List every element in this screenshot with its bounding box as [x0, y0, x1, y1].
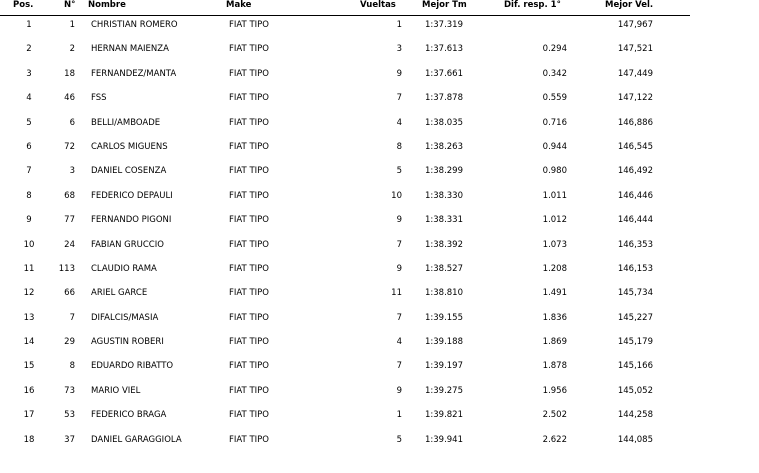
cell-best-speed: 145,166	[617, 361, 653, 372]
cell-pos: 4	[26, 93, 32, 104]
cell-laps: 11	[391, 288, 402, 299]
cell-diff: 1.208	[542, 263, 567, 274]
cell-diff: 0.294	[542, 44, 567, 55]
cell-best-time: 1:38.299	[424, 166, 463, 177]
cell-diff: 0.980	[542, 166, 567, 177]
cell-laps: 8	[396, 141, 402, 152]
cell-best-time: 1:39.275	[424, 385, 463, 396]
cell-name: FEDERICO BRAGA	[91, 410, 167, 421]
cell-name: EDUARDO RIBATTO	[91, 361, 174, 372]
cell-make: FIAT TIPO	[229, 312, 269, 323]
cell-best-speed: 146,545	[617, 141, 653, 152]
cell-best-time: 1:38.330	[424, 190, 463, 201]
cell-best-time: 1:37.878	[424, 93, 463, 104]
cell-number: 24	[64, 239, 75, 250]
cell-best-speed: 144,258	[617, 410, 653, 421]
cell-name: CHRISTIAN ROMERO	[91, 20, 178, 30]
cell-pos: 14	[23, 337, 35, 348]
cell-pos: 6	[26, 141, 32, 152]
cell-number: 37	[64, 434, 75, 445]
cell-pos: 2	[26, 44, 32, 55]
cell-best-speed: 145,227	[617, 312, 653, 323]
cell-diff: 0.944	[542, 141, 567, 152]
cell-best-speed: 146,444	[617, 215, 653, 226]
cell-number: 8	[69, 361, 75, 372]
cell-best-time: 1:39.821	[424, 410, 463, 421]
cell-best-speed: 146,492	[617, 166, 653, 177]
cell-best-speed: 147,967	[617, 20, 653, 30]
cell-best-speed: 146,153	[617, 263, 653, 274]
table-row	[0, 380, 759, 404]
cell-diff: 0.716	[542, 117, 567, 128]
cell-pos: 13	[23, 312, 35, 323]
cell-diff: 2.622	[542, 434, 567, 445]
cell-pos: 5	[26, 117, 32, 128]
cell-name: DANIEL COSENZA	[91, 166, 167, 177]
cell-number: 29	[64, 337, 75, 348]
cell-pos: 16	[23, 385, 35, 396]
table-row	[0, 160, 759, 184]
cell-name: DANIEL GARAGGIOLA	[91, 434, 182, 445]
cell-pos: 11	[23, 263, 35, 274]
cell-diff: 1.011	[542, 190, 567, 201]
header-number: N°	[64, 0, 76, 10]
cell-best-time: 1:38.527	[424, 263, 463, 274]
cell-name: FERNANDEZ/MANTA	[91, 68, 177, 79]
cell-best-time: 1:38.810	[424, 288, 463, 299]
cell-laps: 9	[396, 68, 402, 79]
cell-best-speed: 145,734	[617, 288, 653, 299]
cell-make: FIAT TIPO	[229, 410, 269, 421]
cell-pos: 9	[26, 215, 32, 226]
table-row	[0, 282, 759, 306]
cell-diff: 1.073	[542, 239, 567, 250]
cell-best-speed: 147,521	[617, 44, 653, 55]
cell-name: HERNAN MAIENZA	[91, 44, 169, 55]
cell-diff: 1.869	[542, 337, 567, 348]
cell-best-speed: 145,179	[617, 337, 653, 348]
cell-laps: 4	[396, 117, 402, 128]
cell-make: FIAT TIPO	[229, 190, 269, 201]
cell-diff: 1.878	[542, 361, 567, 372]
cell-best-time: 1:38.392	[424, 239, 463, 250]
header-diff: Dif. resp. 1°	[504, 0, 561, 10]
cell-make: FIAT TIPO	[229, 434, 269, 445]
cell-make: FIAT TIPO	[229, 288, 269, 299]
cell-laps: 7	[396, 93, 402, 104]
cell-best-time: 1:38.331	[424, 215, 463, 226]
table-row	[0, 404, 759, 428]
cell-diff: 1.012	[542, 215, 567, 226]
cell-laps: 4	[396, 337, 402, 348]
cell-best-time: 1:38.035	[424, 117, 463, 128]
cell-make: FIAT TIPO	[229, 215, 269, 226]
cell-diff: 1.836	[542, 312, 567, 323]
cell-laps: 9	[396, 263, 402, 274]
cell-diff: 1.491	[542, 288, 567, 299]
cell-name: DIFALCIS/MASIA	[91, 312, 159, 323]
cell-make: FIAT TIPO	[229, 117, 269, 128]
cell-make: FIAT TIPO	[229, 93, 269, 104]
cell-make: FIAT TIPO	[229, 263, 269, 274]
cell-make: FIAT TIPO	[229, 239, 269, 250]
cell-pos: 7	[26, 166, 32, 177]
cell-make: FIAT TIPO	[229, 44, 269, 55]
table-row	[0, 87, 759, 111]
cell-number: 18	[64, 68, 75, 79]
header-pos: Pos.	[13, 0, 34, 10]
cell-pos: 15	[23, 361, 35, 372]
table-row	[0, 429, 759, 453]
header-make: Make	[226, 0, 252, 10]
cell-number: 72	[64, 141, 75, 152]
cell-diff: 0.342	[542, 68, 567, 79]
cell-laps: 7	[396, 312, 402, 323]
cell-best-speed: 146,353	[617, 239, 653, 250]
cell-number: 7	[69, 312, 75, 323]
table-row	[0, 63, 759, 87]
cell-laps: 9	[396, 385, 402, 396]
cell-diff: 0.559	[542, 93, 567, 104]
cell-name: MARIO VIEL	[91, 385, 141, 396]
table-row	[0, 234, 759, 258]
cell-name: CLAUDIO RAMA	[91, 263, 157, 274]
cell-number: 6	[69, 117, 75, 128]
cell-pos: 17	[23, 410, 35, 421]
cell-make: FIAT TIPO	[229, 68, 269, 79]
table-row	[0, 209, 759, 233]
cell-best-time: 1:37.661	[424, 68, 463, 79]
cell-laps: 1	[396, 410, 402, 421]
cell-best-time: 1:39.197	[424, 361, 463, 372]
table-row	[0, 38, 759, 62]
cell-make: FIAT TIPO	[229, 166, 269, 177]
cell-number: 68	[64, 190, 75, 201]
results-table-body	[0, 14, 759, 453]
cell-diff: 2.502	[542, 410, 567, 421]
header-best-speed: Mejor Vel.	[605, 0, 654, 10]
cell-laps: 5	[396, 434, 402, 445]
cell-laps: 9	[396, 215, 402, 226]
cell-pos: 18	[23, 434, 35, 445]
cell-best-speed: 147,449	[617, 68, 653, 79]
cell-name: BELLI/AMBOADE	[91, 117, 161, 128]
table-row	[0, 185, 759, 209]
cell-pos: 8	[26, 190, 32, 201]
cell-pos: 3	[26, 68, 32, 79]
cell-pos: 10	[23, 239, 35, 250]
cell-number: 113	[58, 263, 75, 274]
table-row	[0, 14, 759, 38]
cell-make: FIAT TIPO	[229, 385, 269, 396]
cell-laps: 1	[396, 20, 402, 30]
cell-name: FERNANDO PIGONI	[91, 215, 172, 226]
cell-name: FSS	[91, 93, 107, 104]
cell-name: FEDERICO DEPAULI	[91, 190, 173, 201]
cell-make: FIAT TIPO	[229, 141, 269, 152]
cell-laps: 7	[396, 239, 402, 250]
cell-number: 66	[64, 288, 75, 299]
cell-best-time: 1:39.188	[424, 337, 463, 348]
cell-laps: 5	[396, 166, 402, 177]
header-laps: Vueltas	[360, 0, 396, 10]
cell-laps: 3	[396, 44, 402, 55]
cell-make: FIAT TIPO	[229, 361, 269, 372]
cell-name: CARLOS MIGUENS	[91, 141, 168, 152]
cell-number: 73	[64, 385, 75, 396]
table-row	[0, 112, 759, 136]
cell-number: 1	[69, 20, 75, 30]
cell-laps: 10	[391, 190, 402, 201]
cell-pos: 1	[26, 20, 32, 30]
cell-pos: 12	[23, 288, 35, 299]
cell-laps: 7	[396, 361, 402, 372]
cell-best-time: 1:38.263	[424, 141, 463, 152]
cell-best-speed: 146,886	[617, 117, 653, 128]
cell-number: 46	[64, 93, 75, 104]
cell-best-time: 1:37.319	[424, 20, 463, 30]
table-row	[0, 355, 759, 379]
cell-best-time: 1:37.613	[424, 44, 463, 55]
cell-diff: 1.956	[542, 385, 567, 396]
cell-number: 77	[64, 215, 75, 226]
cell-number: 53	[64, 410, 75, 421]
cell-best-speed: 146,446	[617, 190, 653, 201]
header-best-time: Mejor Tm	[422, 0, 467, 10]
table-row	[0, 136, 759, 160]
cell-best-speed: 144,085	[617, 434, 653, 445]
cell-best-time: 1:39.941	[424, 434, 463, 445]
cell-number: 2	[69, 44, 75, 55]
cell-name: AGUSTIN ROBERI	[91, 337, 164, 348]
table-row	[0, 331, 759, 355]
cell-best-time: 1:39.155	[424, 312, 463, 323]
table-row	[0, 258, 759, 282]
cell-best-speed: 145,052	[617, 385, 653, 396]
cell-make: FIAT TIPO	[229, 337, 269, 348]
table-row	[0, 307, 759, 331]
cell-name: ARIEL GARCE	[91, 288, 148, 299]
cell-name: FABIAN GRUCCIO	[91, 239, 164, 250]
header-name: Nombre	[88, 0, 126, 10]
cell-best-speed: 147,122	[617, 93, 653, 104]
cell-make: FIAT TIPO	[229, 20, 269, 30]
cell-number: 3	[69, 166, 75, 177]
